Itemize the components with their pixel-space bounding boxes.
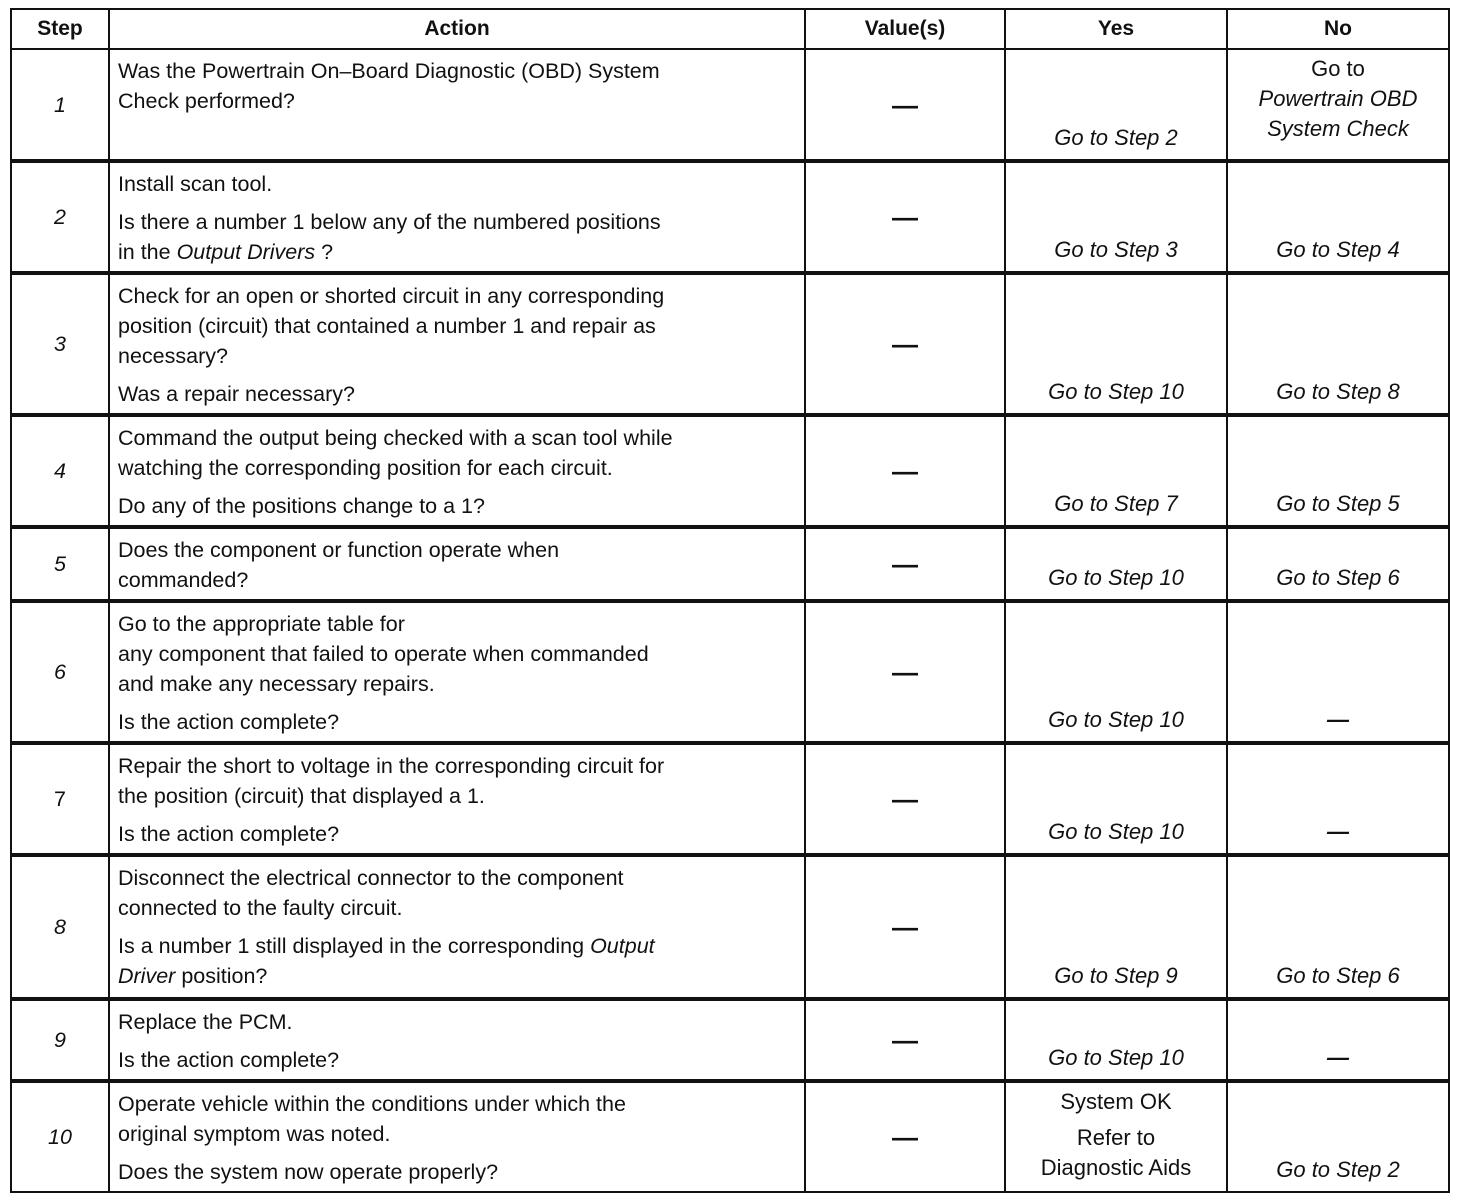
step-number: 7 — [11, 743, 109, 855]
output-driver-ref: Output — [590, 934, 655, 958]
action-question — [118, 237, 792, 267]
no-cell: — — [1227, 743, 1449, 855]
no-cell: Go to Step 6 — [1227, 527, 1449, 601]
step-number: 4 — [11, 415, 109, 527]
yes-text: System OK — [1060, 1089, 1172, 1114]
no-cell: Go to Step 8 — [1227, 273, 1449, 415]
action-question: Is there a number 1 below any of the numbered positions — [118, 210, 661, 234]
diagnostic-table — [10, 8, 1450, 1193]
action-question: Was a repair necessary? — [118, 382, 355, 406]
action-text: necessary? — [118, 344, 228, 368]
value-cell: — — [805, 999, 1005, 1081]
action-question: Is the action complete? — [118, 1048, 340, 1072]
value-cell: — — [805, 1081, 1005, 1192]
action-cell — [109, 743, 805, 855]
action-question: Is the action complete? — [118, 822, 340, 846]
step-number: 10 — [11, 1081, 109, 1192]
no-cell — [1227, 49, 1449, 161]
action-text: original symptom was noted. — [118, 1122, 391, 1146]
no-cell: — — [1227, 601, 1449, 743]
no-link: System Check — [1267, 116, 1409, 141]
action-text: Command the output being checked with a scan tool while — [118, 426, 673, 450]
table-row — [11, 415, 1449, 527]
action-cell — [109, 273, 805, 415]
no-cell: — — [1227, 999, 1449, 1081]
value-cell: — — [805, 527, 1005, 601]
action-text: Was the Powertrain On–Board Diagnostic (OBD) System — [118, 59, 660, 83]
action-text: Replace the PCM. — [118, 1010, 293, 1034]
action-question — [118, 961, 792, 991]
value-cell: — — [805, 855, 1005, 999]
action-question-post: position? — [175, 964, 268, 988]
action-question: Do any of the positions change to a 1? — [118, 494, 485, 518]
action-text: Operate vehicle within the conditions under which the — [118, 1092, 626, 1116]
step-number: 8 — [11, 855, 109, 999]
action-text: and make any necessary repairs. — [118, 672, 435, 696]
action-text: the position (circuit) that displayed a 1. — [118, 784, 485, 808]
yes-cell: Go to Step 9 — [1005, 855, 1227, 999]
no-cell: Go to Step 4 — [1227, 161, 1449, 273]
output-driver-ref: Driver — [118, 964, 176, 988]
action-cell — [109, 527, 805, 601]
action-text: Go to the appropriate table for — [118, 612, 405, 636]
yes-cell: Go to Step 10 — [1005, 999, 1227, 1081]
action-cell — [109, 1081, 805, 1192]
yes-text: Refer to — [1076, 1125, 1156, 1150]
yes-cell: Go to Step 3 — [1005, 161, 1227, 273]
action-text: Install scan tool. — [118, 172, 273, 196]
yes-cell: Go to Step 10 — [1005, 601, 1227, 743]
table-row — [11, 527, 1449, 601]
table-row — [11, 273, 1449, 415]
no-cell: Go to Step 5 — [1227, 415, 1449, 527]
action-cell — [109, 415, 805, 527]
header-values: Value(s) — [805, 9, 1005, 49]
step-number: 5 — [11, 527, 109, 601]
no-cell: Go to Step 2 — [1227, 1081, 1449, 1192]
action-text: any component that failed to operate when commanded — [118, 642, 649, 666]
no-cell: Go to Step 6 — [1227, 855, 1449, 999]
action-text: Check performed? — [118, 89, 295, 113]
no-text: Go to — [1311, 56, 1365, 81]
table-row — [11, 161, 1449, 273]
action-cell — [109, 855, 805, 999]
yes-text: Diagnostic Aids — [1040, 1155, 1192, 1180]
table-row — [11, 743, 1449, 855]
action-text: Check for an open or shorted circuit in any corresponding — [118, 284, 665, 308]
diagnostic-table-container — [10, 8, 1448, 1190]
table-row — [11, 49, 1449, 161]
step-number: 9 — [11, 999, 109, 1081]
table-row — [11, 999, 1449, 1081]
action-cell — [109, 999, 805, 1081]
output-drivers-ref: Output Drivers — [176, 240, 316, 264]
action-question-pre: Is a number 1 still displayed in the corresponding — [118, 934, 591, 958]
header-action: Action — [109, 9, 805, 49]
yes-cell: Go to Step 10 — [1005, 743, 1227, 855]
step-number: 1 — [11, 49, 109, 161]
value-cell: — — [805, 743, 1005, 855]
table-row — [11, 601, 1449, 743]
action-question: Is the action complete? — [118, 710, 340, 734]
action-text: position (circuit) that contained a number 1 and repair as — [118, 314, 656, 338]
value-cell: — — [805, 161, 1005, 273]
yes-cell — [1005, 1081, 1227, 1192]
yes-cell: Go to Step 10 — [1005, 273, 1227, 415]
header-yes: Yes — [1005, 9, 1227, 49]
no-link: Powertrain OBD — [1258, 86, 1418, 111]
header-step: Step — [11, 9, 109, 49]
yes-cell: Go to Step 2 — [1005, 49, 1227, 161]
action-cell — [109, 601, 805, 743]
value-cell: — — [805, 415, 1005, 527]
yes-cell: Go to Step 7 — [1005, 415, 1227, 527]
value-cell: — — [805, 601, 1005, 743]
action-text: Disconnect the electrical connector to the component — [118, 866, 624, 890]
value-cell: — — [805, 273, 1005, 415]
step-number: 2 — [11, 161, 109, 273]
action-question — [118, 931, 792, 961]
step-number: 3 — [11, 273, 109, 415]
action-question-post: ? — [315, 240, 334, 264]
action-text: connected to the faulty circuit. — [118, 896, 403, 920]
value-cell: — — [805, 49, 1005, 161]
action-question: Does the system now operate properly? — [118, 1160, 499, 1184]
action-question-pre: in the — [118, 240, 177, 264]
action-text: commanded? — [118, 568, 249, 592]
action-text: Does the component or function operate when — [118, 538, 560, 562]
action-text: Repair the short to voltage in the corresponding circuit for — [118, 754, 665, 778]
action-text: watching the corresponding position for each circuit. — [118, 456, 613, 480]
action-cell — [109, 161, 805, 273]
header-no: No — [1227, 9, 1449, 49]
step-number: 6 — [11, 601, 109, 743]
yes-cell: Go to Step 10 — [1005, 527, 1227, 601]
table-row — [11, 1081, 1449, 1192]
header-row — [11, 9, 1449, 49]
action-cell — [109, 49, 805, 161]
table-row — [11, 855, 1449, 999]
